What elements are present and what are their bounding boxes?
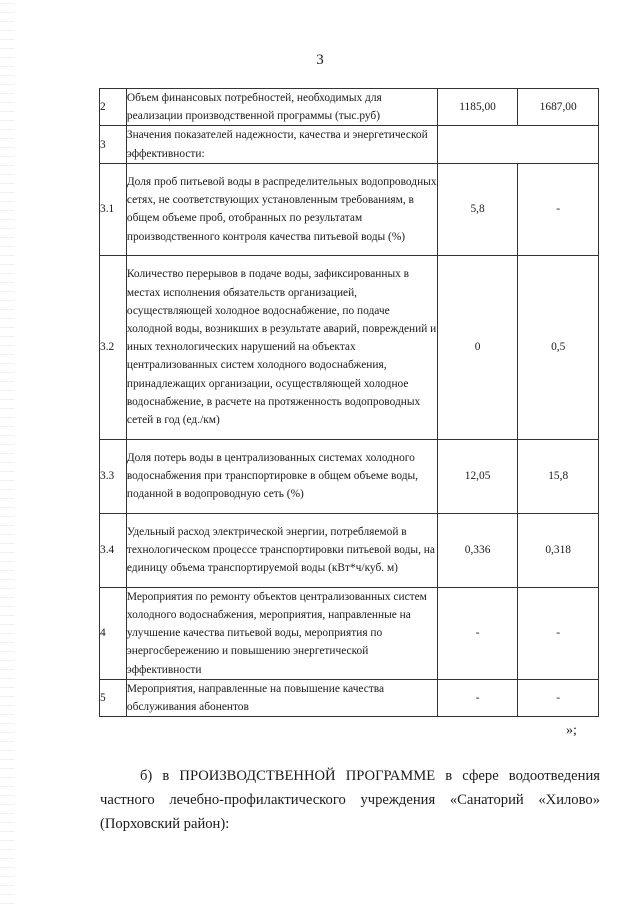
row-value-1: 0 bbox=[437, 255, 518, 439]
row-description: Доля проб питьевой воды в распределительных водопроводных сетях, не соответствующих установленным требованиям, в общем объеме проб, отобранных по результатам производственного контроля качества питьевой воды (%) bbox=[126, 163, 437, 255]
row-description: Мероприятия, направленные на повышение качества обслуживания абонентов bbox=[126, 679, 437, 716]
row-number: 3.1 bbox=[100, 163, 127, 255]
row-number: 5 bbox=[100, 679, 127, 716]
row-number: 3 bbox=[100, 126, 127, 163]
table-row bbox=[100, 439, 599, 513]
row-number: 3.4 bbox=[100, 513, 127, 587]
row-value-1: 1185,00 bbox=[437, 89, 518, 126]
row-value-2: 0,318 bbox=[518, 513, 599, 587]
page-number: 3 bbox=[316, 52, 324, 68]
table-row bbox=[100, 587, 599, 679]
table-row bbox=[100, 255, 599, 439]
row-description: Количество перерывов в подаче воды, зафиксированных в местах исполнения обязательств организацией, осуществляющей холодное водоснабжение, по подаче холодной воды, возникших в результате аварий, повреждений и иных технологических нарушений на объектах централизованных систем холодного водоснабжения, принадлежащих организации, осуществляющей холодное водоснабжение, в расчете на протяженность водопроводных сетей в год (ед./км) bbox=[126, 255, 437, 439]
row-description: Объем финансовых потребностей, необходимых для реализации производственной программы (тыс.руб) bbox=[126, 89, 437, 126]
row-description: Мероприятия по ремонту объектов централизованных систем холодного водоснабжения, мероприятия, направленные на улучшение качества питьевой воды, мероприятия по энергосбережению и повышению энергетической эффективности bbox=[126, 587, 437, 679]
row-number: 3.3 bbox=[100, 439, 127, 513]
table-row bbox=[100, 679, 599, 716]
scan-edge bbox=[0, 0, 14, 905]
row-number: 4 bbox=[100, 587, 127, 679]
table-row bbox=[100, 163, 599, 255]
row-number: 2 bbox=[100, 89, 127, 126]
row-value-2: - bbox=[518, 587, 599, 679]
table-row bbox=[100, 513, 599, 587]
closing-quote-mark: »; bbox=[566, 723, 577, 738]
row-value-1: 12,05 bbox=[437, 439, 518, 513]
indicators-table bbox=[99, 88, 599, 717]
body-paragraph: б) в ПРОИЗВОДСТВЕННОЙ ПРОГРАММЕ в сфере водоотведения частного лечебно-профилактического учреждения «Санаторий «Хилово» (Порховский район): bbox=[100, 768, 600, 832]
row-value-2: - bbox=[518, 679, 599, 716]
row-value-1: 0,336 bbox=[437, 513, 518, 587]
row-value-1: - bbox=[437, 587, 518, 679]
row-description: Удельный расход электрической энергии, потребляемой в технологическом процессе транспортировки питьевой воды, на единицу объема транспортируемой воды (кВт*ч/куб. м) bbox=[126, 513, 437, 587]
row-value-2: 1687,00 bbox=[518, 89, 599, 126]
row-value-1: 5,8 bbox=[437, 163, 518, 255]
row-number: 3.2 bbox=[100, 255, 127, 439]
row-value-1: - bbox=[437, 679, 518, 716]
row-description: Значения показателей надежности, качества и энергетической эффективности: bbox=[126, 126, 437, 163]
row-value-2: - bbox=[518, 163, 599, 255]
row-value-2: 15,8 bbox=[518, 439, 599, 513]
row-value-merged bbox=[437, 126, 598, 163]
table-row bbox=[100, 89, 599, 126]
table-row bbox=[100, 126, 599, 163]
row-description: Доля потерь воды в централизованных системах холодного водоснабжения при транспортировке в общем объеме воды, поданной в водопроводную сеть (%) bbox=[126, 439, 437, 513]
row-value-2: 0,5 bbox=[518, 255, 599, 439]
